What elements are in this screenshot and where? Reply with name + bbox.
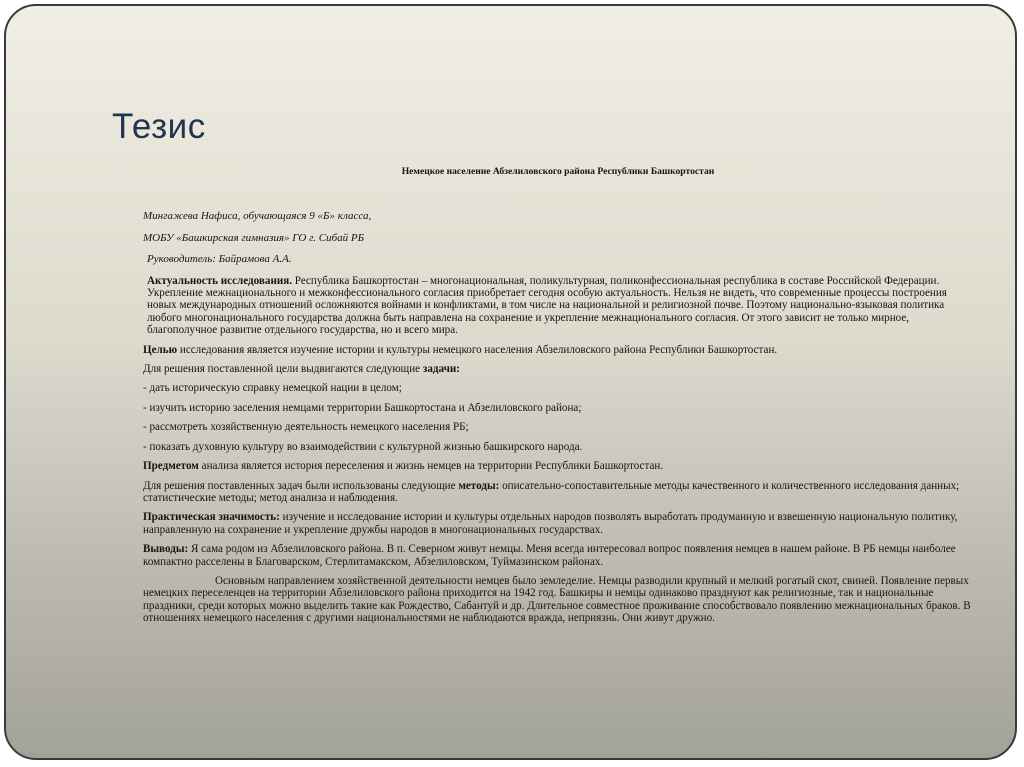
- methods-paragraph: [143, 480, 973, 505]
- goal-label: Целью: [143, 343, 178, 356]
- conclusions-paragraph: [143, 543, 973, 568]
- supervisor-line: Руководитель: Байрамова А.А.: [147, 253, 292, 266]
- subject-label: Предметом: [143, 460, 199, 473]
- task-item: - рассмотреть хозяйственную деятельность немецкого населения РБ;: [143, 421, 469, 434]
- slide-frame: [4, 4, 1017, 760]
- conclusions-label: Выводы:: [143, 543, 189, 556]
- goal-text: исследования является изучение истории и культуры немецкого населения Абзелиловского района Республики Башкортостан.: [177, 343, 778, 356]
- task-item: - изучить историю заселения немцами территории Башкортостана и Абзелиловского района;: [143, 401, 582, 414]
- thesis-body: [143, 166, 973, 632]
- methods-text-2: описательно-сопоставительные методы качественного и количественного исследования данных; статистические методы; метод анализа и наблюдения.: [143, 479, 960, 504]
- tasks-intro-paragraph: [143, 363, 973, 375]
- subject-text: анализа является история переселения и жизнь немцев на территории Республики Башкортостан.: [198, 460, 664, 473]
- school-line: МОБУ «Башкирская гимназия» ГО г. Сибай РБ: [143, 231, 365, 244]
- subject-paragraph: [143, 460, 973, 472]
- conclusions-text: Я сама родом из Абзелиловского района. В п. Северном живут немцы. Меня всегда интересовал вопрос появления немцев в нашем районе. В РБ немцы наиболее компактно расселены в Благоварском, Стерлитамакском, Абзелиловском, Туймазинском районах.: [143, 543, 956, 568]
- document-title: Немецкое население Абзелиловского района Республики Башкортостан: [401, 166, 715, 177]
- significance-label: Практическая значимость:: [143, 511, 280, 524]
- relevance-text: Республика Башкортостан – многонациональная, поликультурная, поликонфессиональная республика в составе Российской Федерации. Укрепление межнационального и межконфессионального согласия приобретает сегодня особую актуальность. Нельзя не видеть, что современные процессы построения новых международных отношений осложняются войнами и конфликтами, в том числе на национальной и религиозной почве. Поэтому национально-языковая политика любого многонационального государства должна быть направлена на сохранение и укрепление межнационального согласия. От этого зависит не только мирное, благополучное развитие отдельного государства, но и всего мира.: [147, 274, 947, 337]
- significance-text: изучение и исследование истории и культуры отдельных народов позволять выработать продуманную и взвешенную национальную политику, направленную на сохранение и укрепление дружбы народов в многонациональных государствах.: [143, 511, 958, 536]
- methods-text-1: Для решения поставленных задач были использованы следующие: [143, 479, 459, 492]
- relevance-paragraph: [143, 275, 973, 337]
- author-line: Мингажева Нафиса, обучающаяся 9 «Б» класса,: [143, 210, 372, 223]
- methods-label: методы:: [458, 479, 500, 492]
- task-item: - показать духовную культуру во взаимодействии с культурной жизнью башкирского народа.: [143, 440, 583, 453]
- task-item: - дать историческую справку немецкой нации в целом;: [143, 382, 402, 395]
- significance-paragraph: [143, 511, 973, 536]
- tasks-label: задачи:: [422, 363, 460, 376]
- relevance-label: Актуальность исследования.: [147, 274, 293, 287]
- tasks-intro-text: Для решения поставленной цели выдвигаются следующие: [143, 363, 423, 376]
- final-paragraph: Основным направлением хозяйственной деятельности немцев было земледелие. Немцы разводили крупный и мелкий рогатый скот, свиней. Появление первых немецких переселенцев на территории Абзелиловского района приходится на 1942 год. Башкиры и немцы одинаково празднуют как религиозные, так и национальные праздники, среди которых можно выделить такие как Рождество, Сабантуй и др. Длительное совместное проживание способствовало появлению межнациональных браков. В отношениях немецкого населения с другими национальностями не наблюдаются вражда, неприязнь. Они живут дружно.: [143, 574, 971, 625]
- slide-title: Тезис: [112, 107, 206, 146]
- goal-paragraph: [143, 344, 973, 356]
